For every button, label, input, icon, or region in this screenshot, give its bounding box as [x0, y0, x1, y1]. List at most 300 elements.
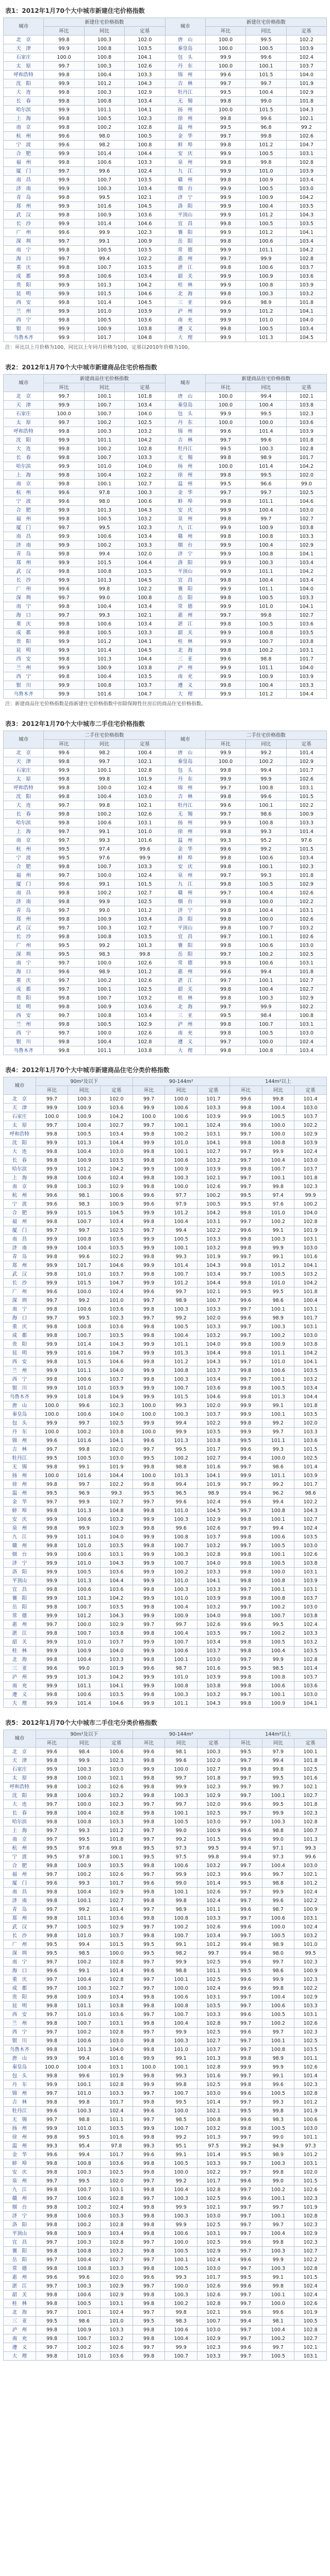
- index-value: 100.3: [68, 2168, 101, 2177]
- index-value: 101.8: [294, 1756, 327, 1765]
- table-row: [4, 193, 327, 202]
- index-value: 100.9: [197, 1826, 230, 1835]
- index-value: 99.6: [229, 2177, 262, 2185]
- index-value: 99.9: [262, 1244, 294, 1252]
- index-value: 100.4: [68, 1655, 101, 1664]
- city-name: 大 理: [165, 333, 205, 342]
- index-value: 99.7: [205, 132, 245, 141]
- index-value: 98.8: [165, 1463, 197, 1471]
- index-value: 99.9: [68, 1756, 101, 1765]
- index-value: 103.2: [197, 1861, 230, 1870]
- index-value: 100.4: [262, 1861, 294, 1870]
- index-value: 102.5: [125, 418, 165, 427]
- index-value: 103.1: [125, 819, 165, 827]
- index-value: 99.7: [44, 976, 84, 985]
- index-value: 99.6: [229, 2308, 262, 2317]
- index-value: 99.6: [229, 1870, 262, 1879]
- index-value: 100.2: [262, 1603, 294, 1612]
- index-value: 99.8: [36, 1506, 68, 1515]
- index-value: 99.9: [205, 550, 245, 558]
- index-value: 100.8: [84, 44, 124, 53]
- city-name: 韶 关: [4, 1638, 36, 1647]
- index-value: 102.6: [286, 915, 326, 924]
- index-value: 100.4: [68, 1244, 101, 1252]
- table-row: [4, 1498, 327, 1506]
- index-value: 99.8: [197, 1853, 230, 1861]
- city-name: 沈 阳: [4, 1791, 36, 1800]
- city-name: 锦 州: [4, 1436, 36, 1445]
- index-value: 100.0: [165, 1182, 197, 1191]
- index-value: 102.8: [294, 1217, 327, 1226]
- index-value: 102.4: [294, 1524, 327, 1533]
- index-value: 99.8: [205, 141, 245, 149]
- index-value: 102.9: [125, 88, 165, 97]
- index-value: 99.7: [229, 1690, 262, 1699]
- index-value: 99.8: [229, 1568, 262, 1577]
- index-value: 100.2: [262, 1217, 294, 1226]
- index-value: 99.5: [229, 1191, 262, 1200]
- city-name: 三 亚: [165, 655, 205, 664]
- index-value: 100.7: [165, 2010, 197, 2019]
- index-value: 101.4: [294, 1095, 327, 1104]
- index-value: 100.7: [165, 1541, 197, 1550]
- index-value: 103.8: [286, 637, 326, 646]
- index-value: 99.7: [36, 2194, 68, 2203]
- index-value: 104.0: [101, 2045, 133, 2054]
- index-value: 102.6: [197, 1888, 230, 1896]
- index-value: 103.9: [197, 1594, 230, 1603]
- index-value: 103.4: [101, 1217, 133, 1226]
- index-value: 99.8: [133, 2159, 165, 2168]
- group-header: 90m²及以下: [36, 1730, 133, 1739]
- index-value: 99.7: [36, 1923, 68, 1931]
- index-value: 100.0: [205, 106, 245, 114]
- index-value: 99.5: [36, 2317, 68, 2326]
- index-value: 100.2: [68, 1783, 101, 1791]
- index-value: 95.2: [246, 836, 286, 845]
- index-value: 102.7: [286, 611, 326, 620]
- index-value: 103.5: [286, 629, 326, 637]
- index-value: 101.3: [197, 2054, 230, 2063]
- index-value: 101.0: [165, 2045, 197, 2054]
- index-value: 102.7: [286, 985, 326, 994]
- index-value: 103.1: [101, 1550, 133, 1559]
- index-value: 99.5: [36, 1844, 68, 1853]
- index-value: 103.7: [197, 1366, 230, 1375]
- city-name: 宜 昌: [4, 1585, 36, 1594]
- city-name: 合 肥: [4, 1861, 36, 1870]
- index-value: 99.6: [68, 1401, 101, 1410]
- index-value: 102.7: [125, 480, 165, 488]
- group-header: 90m²及以下: [36, 1077, 133, 1086]
- column-header: 同比: [262, 1739, 294, 1748]
- index-value: 103.5: [294, 1366, 327, 1375]
- index-value: 99.8: [205, 532, 245, 541]
- city-name: 乌鲁木齐: [4, 2045, 36, 2054]
- index-value: 99.8: [36, 1323, 68, 1331]
- index-value: 100.5: [165, 1323, 197, 1331]
- city-name: 泸 州: [4, 2326, 36, 2334]
- index-value: 99.1: [68, 1967, 101, 1975]
- index-value: 103.5: [294, 1533, 327, 1541]
- table-row: [4, 506, 327, 515]
- city-name: 石家庄: [4, 53, 44, 62]
- index-value: 100.2: [262, 1629, 294, 1638]
- index-value: 100.3: [68, 2238, 101, 2247]
- index-value: 97.6: [286, 836, 326, 845]
- index-value: 104.1: [125, 53, 165, 62]
- index-value: 100.7: [165, 1559, 197, 1568]
- table-row: [4, 1366, 327, 1375]
- index-value: 103.3: [286, 594, 326, 602]
- index-value: 99.4: [165, 1480, 197, 1489]
- index-value: 99.7: [133, 2194, 165, 2203]
- index-value: 99.9: [44, 401, 84, 410]
- index-value: 104.3: [294, 1506, 327, 1515]
- index-value: 101.7: [197, 2273, 230, 2282]
- index-value: 99.8: [205, 176, 245, 184]
- index-value: 100.0: [262, 1454, 294, 1463]
- index-value: 99.8: [205, 766, 245, 775]
- city-name: 昆 明: [4, 290, 44, 298]
- city-name: 呼和浩特: [4, 1130, 36, 1139]
- index-value: 99.8: [133, 2299, 165, 2308]
- index-value: 101.0: [68, 1270, 101, 1279]
- index-value: 101.8: [125, 392, 165, 401]
- index-value: 99.6: [205, 845, 245, 854]
- area-index-table: [3, 1730, 327, 2361]
- index-value: 100.4: [165, 2334, 197, 2343]
- table-row: [4, 1585, 327, 1594]
- index-value: 101.2: [246, 228, 286, 237]
- group-header: 90-144m²: [133, 1730, 229, 1739]
- index-value: 102.2: [286, 1003, 326, 1011]
- index-value: 99.5: [84, 193, 124, 202]
- index-value: 100.4: [246, 88, 286, 97]
- index-value: 99.8: [229, 2124, 262, 2133]
- index-value: 102.8: [197, 2019, 230, 2028]
- index-value: 102.0: [125, 36, 165, 44]
- index-value: 101.5: [68, 1209, 101, 1217]
- column-header: 同比: [68, 1086, 101, 1095]
- index-value: 100.9: [68, 1993, 101, 2002]
- index-value: 99.5: [205, 1011, 245, 1020]
- index-value: 99.7: [36, 2115, 68, 2124]
- index-value: 99.7: [44, 418, 84, 427]
- index-value: 100.8: [246, 281, 286, 290]
- index-value: 100.1: [84, 766, 124, 775]
- index-value: 101.4: [294, 1664, 327, 1673]
- city-name: 赣 州: [4, 1541, 36, 1550]
- index-value: 100.5: [84, 629, 124, 637]
- index-value: 102.5: [197, 2028, 230, 2037]
- table-row: [4, 333, 327, 342]
- table-row: [4, 2256, 327, 2264]
- table-row: [4, 176, 327, 184]
- index-value: 99.6: [229, 1226, 262, 1235]
- city-name: 合 肥: [4, 862, 44, 871]
- index-value: 104.8: [125, 333, 165, 342]
- index-value: 103.9: [294, 1471, 327, 1480]
- city-name: 湛 江: [165, 620, 205, 629]
- city-name: 湛 江: [165, 263, 205, 272]
- index-value: 99.8: [133, 1480, 165, 1489]
- index-value: 104.0: [101, 1533, 133, 1541]
- index-value: 99.1: [84, 827, 124, 836]
- index-value: 102.7: [125, 889, 165, 897]
- index-value: 99.9: [205, 211, 245, 219]
- city-name: 安 庆: [4, 1515, 36, 1524]
- index-value: 100.9: [246, 176, 286, 184]
- index-value: 101.1: [84, 1046, 124, 1055]
- city-name: 成 都: [4, 629, 44, 637]
- city-name: 常 德: [4, 1612, 36, 1620]
- index-value: 102.0: [197, 1756, 230, 1765]
- index-value: 99.7: [229, 2002, 262, 2010]
- city-name: 西 宁: [4, 1029, 44, 1038]
- index-value: 103.3: [125, 453, 165, 462]
- index-value: 103.8: [101, 1629, 133, 1638]
- index-value: 103.0: [294, 1541, 327, 1550]
- index-value: 100.8: [165, 1914, 197, 1923]
- city-name: 韶 关: [4, 2291, 36, 2299]
- index-value: 103.5: [125, 567, 165, 576]
- index-value: 100.9: [125, 237, 165, 246]
- index-value: 103.7: [197, 2045, 230, 2054]
- table-row: [4, 2080, 327, 2089]
- table-row: [4, 1853, 327, 1861]
- table-row: [4, 1314, 327, 1323]
- index-value: 99.9: [125, 854, 165, 862]
- index-value: 101.1: [84, 106, 124, 114]
- index-value: 100.2: [84, 418, 124, 427]
- index-value: 99.1: [262, 1226, 294, 1235]
- table-row: [4, 307, 327, 316]
- index-value: 99.7: [229, 2185, 262, 2194]
- index-value: 99.6: [205, 655, 245, 664]
- city-name: 杭 州: [4, 132, 44, 141]
- index-value: 97.5: [197, 2142, 230, 2150]
- index-value: 102.9: [286, 541, 326, 550]
- city-name: 青 岛: [4, 906, 44, 915]
- index-value: 101.0: [165, 1139, 197, 1147]
- index-value: 99.8: [229, 1594, 262, 1603]
- index-value: 99.7: [205, 488, 245, 497]
- index-value: 100.6: [68, 1690, 101, 1699]
- index-value: 100.0: [36, 2063, 68, 2072]
- city-name: 青 岛: [4, 1905, 36, 1914]
- table-row: [4, 1673, 327, 1682]
- index-value: 99.9: [133, 1139, 165, 1147]
- index-value: 103.3: [101, 2212, 133, 2221]
- index-value: 99.7: [246, 488, 286, 497]
- index-value: 103.6: [286, 418, 326, 427]
- city-name: 深 圳: [4, 1296, 36, 1305]
- city-name: 长 沙: [4, 933, 44, 941]
- index-value: 100.6: [165, 2326, 197, 2334]
- index-value: 99.8: [44, 819, 84, 827]
- table-row: [4, 1401, 327, 1410]
- index-value: 99.5: [133, 1853, 165, 1861]
- index-value: 101.5: [68, 1358, 101, 1366]
- index-value: 100.2: [68, 2203, 101, 2212]
- index-value: 100.3: [165, 1375, 197, 1384]
- index-value: 102.8: [125, 766, 165, 775]
- index-value: 99.7: [44, 594, 84, 602]
- index-value: 101.4: [197, 2098, 230, 2107]
- index-value: 101.4: [84, 219, 124, 228]
- index-value: 103.3: [197, 1323, 230, 1331]
- index-value: 99.9: [165, 1428, 197, 1436]
- index-value: 99.7: [229, 1147, 262, 1156]
- index-value: 100.2: [262, 2019, 294, 2028]
- index-value: 104.7: [125, 690, 165, 699]
- index-value: 99.8: [229, 1340, 262, 1349]
- table-row: [4, 1655, 327, 1664]
- table-row: [4, 237, 327, 246]
- index-value: 102.1: [294, 2343, 327, 2352]
- index-value: 104.4: [101, 1139, 133, 1147]
- index-value: 102.5: [286, 488, 326, 497]
- city-name: 南 宁: [4, 1305, 36, 1314]
- index-value: 103.4: [125, 532, 165, 541]
- index-value: 103.1: [197, 1217, 230, 1226]
- index-value: 100.8: [262, 1577, 294, 1585]
- index-value: 102.8: [197, 1550, 230, 1559]
- index-value: 103.5: [286, 202, 326, 211]
- city-name: 常 德: [165, 959, 205, 968]
- index-value: 99.7: [36, 1870, 68, 1879]
- index-value: 104.1: [294, 1358, 327, 1366]
- index-value: 99.9: [44, 436, 84, 445]
- city-name: 北 海: [165, 1003, 205, 1011]
- index-value: 100.6: [165, 1861, 197, 1870]
- city-name: 兰 州: [4, 664, 44, 672]
- index-value: 101.4: [68, 1340, 101, 1349]
- table-row: [4, 97, 327, 106]
- index-value: 99.8: [205, 681, 245, 690]
- index-value: 102.4: [294, 1923, 327, 1931]
- column-header: 环比: [229, 1086, 262, 1095]
- table-row: [4, 445, 327, 453]
- city-name: 唐 山: [165, 392, 205, 401]
- city-name: 南 昌: [4, 1888, 36, 1896]
- index-value: 99.8: [205, 576, 245, 585]
- index-value: 102.2: [125, 585, 165, 594]
- city-name: 洛 阳: [165, 915, 205, 924]
- index-value: 99.9: [133, 1244, 165, 1252]
- index-value: 99.8: [229, 1235, 262, 1244]
- index-value: 100.1: [165, 1975, 197, 1984]
- index-value: 99.9: [44, 462, 84, 471]
- index-value: 103.4: [101, 2229, 133, 2238]
- city-name: 惠 州: [4, 2273, 36, 2282]
- table-row: [4, 2203, 327, 2212]
- index-value: 101.5: [286, 845, 326, 854]
- index-value: 101.9: [294, 1226, 327, 1235]
- index-value: 99.9: [205, 775, 245, 784]
- city-name: 石家庄: [4, 766, 44, 775]
- index-value: 101.5: [246, 71, 286, 79]
- city-name: 唐 山: [4, 1401, 36, 1410]
- index-value: 100.0: [36, 1401, 68, 1410]
- index-value: 99.6: [133, 1200, 165, 1209]
- index-value: 102.9: [197, 2334, 230, 2343]
- index-value: 99.8: [36, 1774, 68, 1783]
- index-value: 99.8: [68, 1445, 101, 1454]
- index-value: 101.0: [101, 1296, 133, 1305]
- index-value: 98.9: [262, 1314, 294, 1323]
- index-value: 103.4: [197, 1931, 230, 1940]
- index-value: 99.8: [44, 602, 84, 611]
- table-row: [4, 2002, 327, 2010]
- table-row: [4, 515, 327, 523]
- index-value: 99.7: [133, 2238, 165, 2247]
- index-value: 99.3: [101, 1489, 133, 1498]
- index-value: 101.1: [68, 1914, 101, 1923]
- index-value: 99.9: [133, 1647, 165, 1655]
- table-title: 表5：2012年1月70个大中城市二手住宅分类价格指数: [5, 1719, 157, 1726]
- index-value: 99.7: [36, 1498, 68, 1506]
- city-name: 乌鲁木齐: [4, 1046, 44, 1055]
- index-value: 97.5: [165, 1853, 197, 1861]
- index-value: 102.0: [294, 1419, 327, 1428]
- city-name: 深 圳: [4, 237, 44, 246]
- index-value: 103.1: [286, 959, 326, 968]
- index-value: 99.6: [44, 968, 84, 976]
- index-value: 102.9: [197, 1515, 230, 1524]
- index-value: 99.9: [133, 1550, 165, 1559]
- index-value: 102.8: [101, 2080, 133, 2089]
- index-value: 99.8: [44, 427, 84, 436]
- index-value: 99.9: [205, 506, 245, 515]
- index-value: 100.7: [68, 1629, 101, 1638]
- index-value: 100.6: [84, 272, 124, 281]
- city-name: 厦 门: [4, 1879, 36, 1888]
- city-name: 石家庄: [4, 1112, 36, 1121]
- index-value: 100.9: [294, 1967, 327, 1975]
- index-value: 99.0: [68, 1664, 101, 1673]
- index-value: 99.9: [205, 316, 245, 325]
- index-value: 104.1: [286, 307, 326, 316]
- index-value: 101.2: [84, 637, 124, 646]
- index-value: 100.9: [246, 272, 286, 281]
- table-row: [4, 114, 327, 123]
- index-value: 102.7: [197, 1454, 230, 1463]
- index-value: 100.8: [262, 1673, 294, 1682]
- city-name: 岳 阳: [165, 594, 205, 602]
- table-row: [4, 1261, 327, 1270]
- index-value: 99.6: [205, 968, 245, 976]
- index-value: 100.2: [68, 1870, 101, 1879]
- index-value: 103.7: [125, 681, 165, 690]
- index-value: 101.6: [68, 1471, 101, 1480]
- index-value: 100.3: [68, 1095, 101, 1104]
- index-value: 102.3: [294, 2221, 327, 2229]
- index-value: 103.4: [101, 1993, 133, 2002]
- index-value: 100.4: [68, 1888, 101, 1896]
- city-name: 石家庄: [4, 1765, 36, 1774]
- table-row: [4, 2037, 327, 2045]
- table-row: [4, 576, 327, 585]
- city-name: 上 海: [4, 1174, 36, 1182]
- index-value: 101.6: [197, 1463, 230, 1471]
- city-name: 石家庄: [4, 410, 44, 418]
- column-header: 定基: [197, 1739, 230, 1748]
- index-value: 99.7: [44, 237, 84, 246]
- index-value: 99.8: [36, 1629, 68, 1638]
- index-value: 99.9: [262, 1147, 294, 1156]
